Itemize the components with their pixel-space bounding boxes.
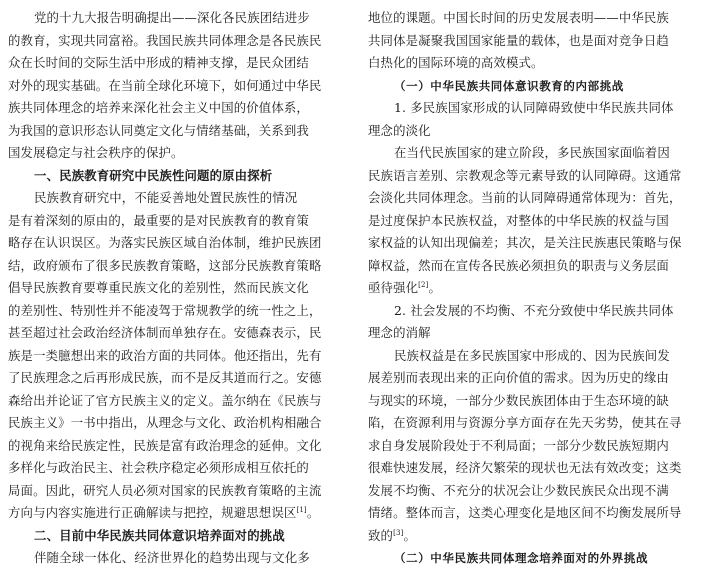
- body-text-line: [368, 390, 698, 413]
- citation-ref: [3]: [393, 528, 404, 537]
- line-text: （一）中华民族共同体意识教育的内部挑战: [394, 78, 624, 93]
- body-text-line: [8, 300, 334, 323]
- line-text: 白热化的国际环境的高效模式。: [368, 55, 544, 70]
- body-text-line: [368, 435, 698, 458]
- line-text: 民族语言差别、宗教观念等元素导致的认同障碍。这通常: [368, 167, 682, 183]
- body-text-line: [368, 120, 698, 143]
- line-text: 局面。因此，研究人员必须对国家的民族教育策略的主流: [8, 482, 322, 498]
- line-text: 发展不均衡、不充分的状况会让少数民族民众出现不满: [368, 482, 669, 498]
- body-text-line: [8, 547, 334, 570]
- line-text: 党的十九大报告明确提出——深化各民族团结进步: [34, 10, 310, 25]
- line-text: 了民族理念之后再形成民族，而不是反其道而行之。安德: [8, 370, 322, 385]
- body-text-line: [368, 277, 698, 300]
- body-text-line: [8, 435, 334, 458]
- body-text-line: [368, 7, 698, 30]
- subsection-heading: [368, 547, 698, 570]
- line-text: 二、目前中华民族共同体意识培养面对的挑战: [34, 527, 285, 543]
- body-text-line: [8, 7, 334, 30]
- line-text: 情绪。整体而言，这类心理变化是地区间不均衡发展所导: [368, 505, 682, 520]
- body-text-line: [368, 255, 698, 278]
- line-text: 2. 社会发展的不均衡、不充分致使中华民族共同体: [394, 302, 674, 318]
- trailing-punct: 。: [403, 527, 417, 543]
- body-text-line: [8, 390, 334, 413]
- line-text: 理念的淡化: [368, 122, 431, 138]
- body-text-line: [368, 457, 698, 480]
- body-text-line: [368, 210, 698, 233]
- body-text-line: [368, 345, 698, 368]
- body-text-line: [8, 30, 334, 53]
- citation-ref: [1]: [296, 505, 307, 514]
- body-text-line: [8, 120, 334, 143]
- body-text-line: [368, 187, 698, 210]
- body-text-line: [8, 142, 334, 165]
- line-text: 的视角来给民族定性，民族是富有政治理念的延伸。文化: [8, 437, 322, 453]
- line-text: 是有着深刻的原由的，最重要的是对民族教育的教育策: [8, 212, 309, 228]
- body-text-line: [8, 75, 334, 98]
- body-text-line: [8, 255, 334, 278]
- line-text: 陷，在资源利用与资源分享方面存在先天劣势，使其在寻: [368, 415, 682, 430]
- body-text-line: [8, 277, 334, 300]
- line-text: 家权益的认知出现偏差；其次，是关注民族惠民策略与保: [368, 235, 682, 250]
- body-text-line: [368, 412, 698, 435]
- line-text: 求自身发展阶段处于不利局面；一部分少数民族短期内: [368, 437, 669, 453]
- line-text: 国发展稳定与社会秩序的保护。: [8, 145, 184, 160]
- body-text-line: [8, 52, 334, 75]
- section-heading: [8, 525, 334, 548]
- line-text: 的教育，实现共同富裕。我国民族共同体理念是各民族民: [8, 32, 322, 48]
- body-text-line: [368, 300, 698, 323]
- body-text-line: [368, 367, 698, 390]
- body-text-line: [8, 412, 334, 435]
- body-text-line: [368, 97, 698, 120]
- left-column: [8, 7, 334, 570]
- line-text: 1. 多民族国家形成的认同障碍致使中华民族共同体: [394, 100, 674, 115]
- line-text: 倡导民族教育要尊重民族文化的差别性，然而民族文化: [8, 280, 309, 295]
- line-text: 多样化与政治民主、社会秩序稳定必须形成相互依托的: [8, 460, 309, 475]
- line-text: 障权益，然而在宣传各民族必须担负的职责与义务层面: [368, 257, 669, 273]
- trailing-punct: 。: [428, 280, 442, 295]
- body-text-line: [368, 52, 698, 75]
- body-text-line: [368, 502, 698, 525]
- section-heading: [8, 165, 334, 188]
- right-column: [368, 7, 698, 570]
- line-text: 在当代民族国家的建立阶段，多民族国家面临着因: [394, 145, 670, 160]
- body-text-line: [8, 345, 334, 368]
- line-text: 族共同体理念的培养来深化社会主义中国的价值体系，: [8, 100, 309, 115]
- body-text-line: [368, 322, 698, 345]
- line-text: 方向与内容实施进行正确解读与把控，规避思想误区: [8, 505, 297, 520]
- body-text-line: [8, 97, 334, 120]
- body-text-line: [8, 210, 334, 233]
- line-text: 众在长时间的交际生活中形成的精神支撑，是民众团结: [8, 55, 309, 70]
- line-text: 民族主义》一书中指出，从理念与文化、政治机构相融合: [8, 415, 322, 430]
- body-text-line: [8, 457, 334, 480]
- body-text-line: [368, 165, 698, 188]
- citation-ref: [2]: [418, 280, 429, 289]
- line-text: 族是一类臆想出来的政治方面的共同体。他还指出，先有: [8, 347, 322, 363]
- line-text: 民族权益是在多民族国家中形成的、因为民族间发: [394, 347, 670, 363]
- body-text-line: [8, 502, 334, 525]
- line-text: 的差别性、特别性并不能凌驾于常规教学的统一性之上，: [8, 302, 322, 318]
- line-text: 共同体是凝聚我国国家能量的载体，也是面对竞争日趋: [368, 32, 669, 48]
- line-text: 森给出并论证了官方民族主义的定义。盖尔纳在《民族与: [8, 392, 322, 408]
- line-text: 展差别而表现出来的正向价值的需求。因为历史的缘由: [368, 370, 669, 385]
- body-text-line: [368, 480, 698, 503]
- body-text-line: [368, 142, 698, 165]
- line-text: 一、民族教育研究中民族性问题的原由探析: [34, 167, 273, 183]
- subsection-heading: [368, 75, 698, 98]
- body-text-line: [8, 232, 334, 255]
- body-text-line: [368, 232, 698, 255]
- line-text: 致的: [368, 527, 394, 543]
- line-text: 略存在认识误区。为落实民族区域自治体制，维护民族团: [8, 235, 322, 250]
- line-text: 伴随全球一体化、经济世界化的趋势出现与文化多: [34, 550, 310, 565]
- line-text: 结，政府颁布了很多民族教育策略，这部分民族教育策略: [8, 257, 322, 273]
- line-text: 理念的消解: [368, 325, 431, 340]
- body-text-line: [8, 187, 334, 210]
- line-text: 民族教育研究中，不能妥善地处置民族性的情况: [34, 190, 298, 205]
- line-text: 对外的现实基础。在当前全球化环境下，如何通过中华民: [8, 77, 322, 93]
- body-text-line: [8, 480, 334, 503]
- line-text: 地位的课题。中国长时间的历史发展表明——中华民族: [368, 10, 669, 25]
- line-text: 是过度保护本民族权益，对整体的中华民族的权益与国: [368, 212, 669, 228]
- body-text-line: [8, 367, 334, 390]
- body-text-line: [368, 525, 698, 548]
- line-text: 会淡化共同体理念。当前的认同障碍通常体现为：首先，: [368, 190, 682, 205]
- line-text: 与现实的环境，一部分少数民族团体由于生态环境的缺: [368, 392, 669, 408]
- line-text: 为我国的意识形态认同奠定文化与情绪基础，关系到我: [8, 122, 309, 138]
- line-text: 很难快速发展，经济欠繁荣的现状也无法有效改变；这类: [368, 460, 682, 475]
- line-text: 甚至超过社会政治经济体制而单独存在。安德森表示，民: [8, 325, 322, 340]
- trailing-punct: 。: [306, 505, 320, 520]
- body-text-line: [368, 30, 698, 53]
- line-text: 亟待强化: [368, 280, 419, 295]
- body-text-line: [8, 322, 334, 345]
- line-text: （二）中华民族共同体理念培养面对的外界挑战: [394, 551, 649, 565]
